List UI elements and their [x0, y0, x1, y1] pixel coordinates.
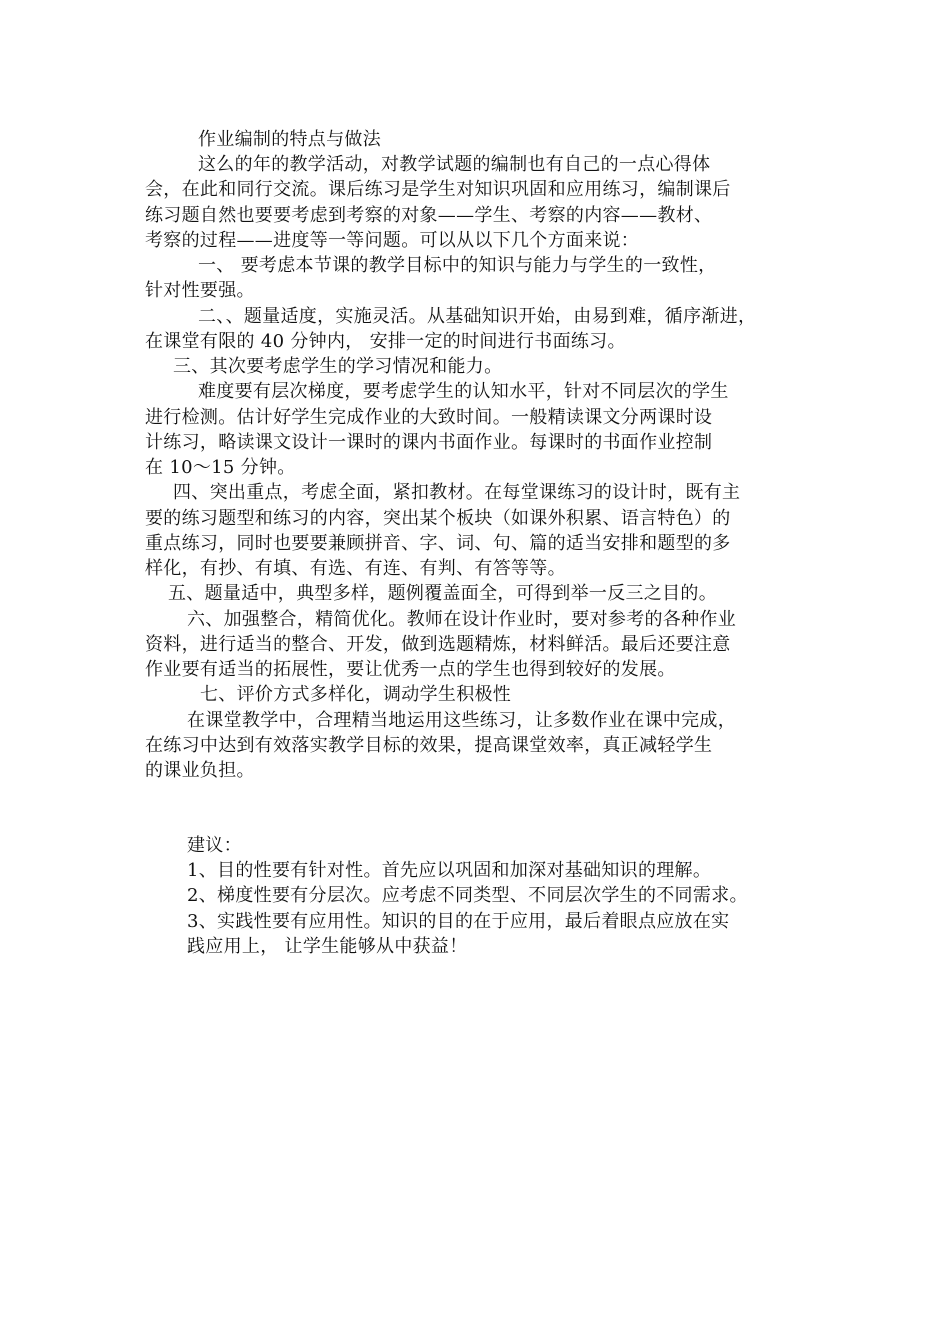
- body-line: 进行检测。估计好学生完成作业的大致时间。一般精读课文分两课时设: [145, 407, 713, 428]
- body-line: 四、突出重点，考虑全面，紧扣教材。在每堂课练习的设计时，既有主: [173, 482, 741, 503]
- body-line: 样化，有抄、有填、有选、有连、有判、有答等等。: [145, 558, 566, 579]
- suggestion-item: 践应用上， 让学生能够从中获益！: [187, 936, 468, 957]
- body-line: 这么的年的教学活动，对教学试题的编制也有自己的一点心得体: [198, 154, 711, 175]
- body-line: 的课业负担。: [145, 760, 255, 781]
- suggestion-item: 3、实践性要有应用性。知识的目的在于应用，最后着眼点应放在实: [187, 911, 730, 932]
- body-line: 难度要有层次梯度，要考虑学生的认知水平，针对不同层次的学生: [198, 381, 729, 402]
- body-line: 练习题自然也要要考虑到考察的对象——学生、考察的内容——教材、: [145, 205, 713, 226]
- suggestion-item: 2、梯度性要有分层次。应考虑不同类型、不同层次学生的不同需求。: [187, 885, 748, 906]
- body-line: 六、加强整合，精简优化。教师在设计作业时，要对参考的各种作业: [187, 609, 736, 630]
- body-line: 五、题量适中，典型多样，题例覆盖面全，可得到举一反三之目的。: [168, 583, 717, 604]
- body-line: 一、 要考虑本节课的教学目标中的知识与能力与学生的一致性，: [198, 255, 717, 276]
- suggestions-heading: 建议：: [187, 835, 242, 856]
- body-line: 作业要有适当的拓展性，要让优秀一点的学生也得到较好的发展。: [145, 659, 676, 680]
- body-line: 针对性要强。: [145, 280, 255, 301]
- body-line: 在 10～15 分钟。: [145, 457, 296, 478]
- body-line: 七、评价方式多样化，调动学生积极性: [200, 684, 512, 705]
- body-line: 二、、题量适度，实施灵活。从基础知识开始，由易到难，循序渐进，: [198, 306, 757, 327]
- document-title: 作业编制的特点与做法: [198, 129, 381, 150]
- body-line: 会，在此和同行交流。课后练习是学生对知识巩固和应用练习，编制课后: [145, 179, 731, 200]
- body-line: 重点练习，同时也要要兼顾拼音、字、词、句、篇的适当安排和题型的多: [145, 533, 731, 554]
- body-line: 计练习，略读课文设计一课时的课内书面作业。每课时的书面作业控制: [145, 432, 713, 453]
- body-line: 资料，进行适当的整合、开发，做到选题精炼，材料鲜活。最后还要注意: [145, 634, 731, 655]
- body-line: 要的练习题型和练习的内容，突出某个板块（如课外积累、语言特色）的: [145, 508, 731, 529]
- body-line: 考察的过程——进度等一等问题。可以从以下几个方面来说：: [145, 230, 640, 251]
- body-line: 在练习中达到有效落实教学目标的效果，提高课堂效率，真正减轻学生: [145, 735, 713, 756]
- body-line: 三、其次要考虑学生的学习情况和能力。: [173, 356, 503, 377]
- suggestion-item: 1、目的性要有针对性。首先应以巩固和加深对基础知识的理解。: [187, 860, 712, 881]
- body-line: 在课堂有限的 40 分钟内， 安排一定的时间进行书面练习。: [145, 331, 626, 352]
- body-line: 在课堂教学中，合理精当地运用这些练习，让多数作业在课中完成，: [187, 710, 736, 731]
